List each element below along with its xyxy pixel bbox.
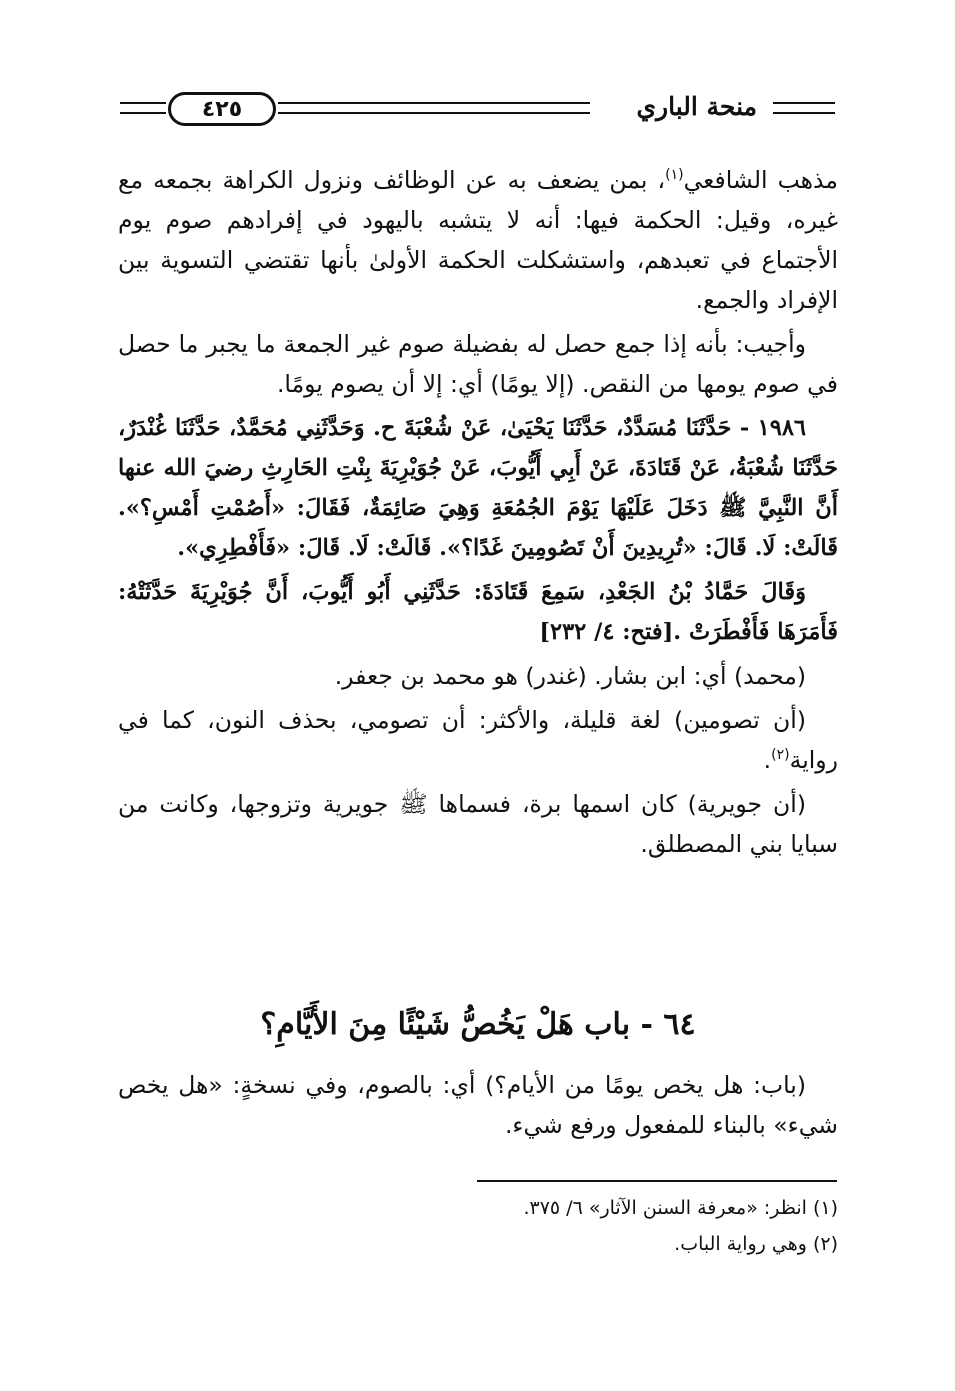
commentary-2-text: (أن تصومين) لغة قليلة، والأكثر: أن تصومي، بحذف النون، كما في رواية xyxy=(118,706,838,774)
footnote-ref-1: (١) xyxy=(665,167,684,184)
header-rule-left-bottom xyxy=(120,112,166,114)
footnote-2: (٢) وهي رواية الباب. xyxy=(674,1233,838,1255)
footnote-1: (١) انظر: «معرفة السنن الآثار» ٦/ ٣٧٥. xyxy=(523,1197,838,1219)
chapter-commentary xyxy=(118,1065,838,1145)
paragraph-2: وأجيب: بأنه إذا جمع حصل له بفضيلة صوم غير الجمعة ما يجبر ما حصل في صوم يومها من النقص. (إلا يومًا) أي: إلا أن يصوم يومًا. xyxy=(118,330,838,398)
footnote-ref-2: (٢) xyxy=(771,747,790,764)
main-text xyxy=(118,160,838,868)
paragraph-1-rest: ، بمن يضعف به عن الوظائف ونزول الكراهة بجمعه مع غيره، وقيل: الحكمة فيها: أنه لا يتشبه باليهود في إفرادهم صوم يوم الأجتماع في تعبدهم، واستشكلت الحكمة الأولىٰ بأنها تقتضي التسوية بين الإفراد والجمع. xyxy=(118,166,838,314)
book-title: منحة الباري xyxy=(636,92,757,121)
header-rule-mid-bottom xyxy=(278,112,590,114)
paragraph-1 xyxy=(118,160,838,320)
page-header xyxy=(120,90,835,134)
paragraph-1-start: مذهب الشافعي xyxy=(683,166,838,194)
page-number-badge xyxy=(168,92,276,126)
chapter-heading: ٦٤ - باب هَلْ يَخُصُّ شَيْئًا مِنَ الأَيَّامِ؟ xyxy=(260,1007,696,1042)
footnote-divider xyxy=(477,1180,837,1182)
header-rule-left-top xyxy=(120,102,166,104)
footnotes xyxy=(118,1190,838,1262)
commentary-2: (أن تصومين) لغة قليلة، والأكثر: أن تصومي، بحذف النون، كما في رواية$^{(٢)}$. xyxy=(118,706,838,774)
page-number: ٤٢٥ xyxy=(201,96,243,122)
commentary-1: (محمد) أي: ابن بشار. (غندر) هو محمد بن جعفر. xyxy=(334,662,806,690)
hadith-1986: ١٩٨٦ - حَدَّثَنَا مُسَدَّدٌ، حَدَّثَنَا يَحْيَىٰ، عَنْ شُعْبَةَ ح. وَحَدَّثَنِي مُحَمَّدٌ، حَدَّثَنَا غُنْدَرٌ، حَدَّثَنَا شُعْبَةُ، عَنْ قَتَادَةَ، عَنْ أَبِي أَيُّوبَ، عَنْ جُوَيْرِيَةَ بِنْتِ الحَارِثِ رضيَ الله عنها أَنَّ النَّبِيَّ ﷺ دَخَلَ عَلَيْهَا يَوْمَ الجُمُعَةِ وَهِيَ صَائِمَةٌ، فَقَالَ: «أَصُمْتِ أَمْسِ؟». قَالَتْ: لَا. قَالَ: «تُرِيدِينَ أَنْ تَصُومِينَ غَدًا؟». قَالَتْ: لَا. قَالَ: «فَأَفْطِرِي». xyxy=(118,415,838,561)
commentary-3: (أن جويرية) كان اسمها برة، فسماها ﷺ جويرية وتزوجها، وكانت من سبايا بني المصطلق. xyxy=(118,790,838,858)
header-rule-right-top xyxy=(773,102,835,104)
header-rule-right-bottom xyxy=(773,112,835,114)
chapter-commentary-text: (باب: هل يخص يومًا من الأيام؟) أي: بالصوم، وفي نسخةٍ: «هل يخص شيء» بالبناء للمفعول ورفع شيء. xyxy=(118,1071,838,1139)
hadith-addendum: وَقَالَ حَمَّادُ بْنُ الجَعْدِ، سَمِعَ قَتَادَةَ: حَدَّثَنِي أَبُو أَيُّوبَ، أَنَّ جُوَيْرِيَةَ حَدَّثَتْهُ: فَأَمَرَهَا فَأَفْطَرَتْ .[فتح: ٤/ ٢٣٢] xyxy=(118,579,838,645)
header-rule-mid-top xyxy=(278,102,590,104)
